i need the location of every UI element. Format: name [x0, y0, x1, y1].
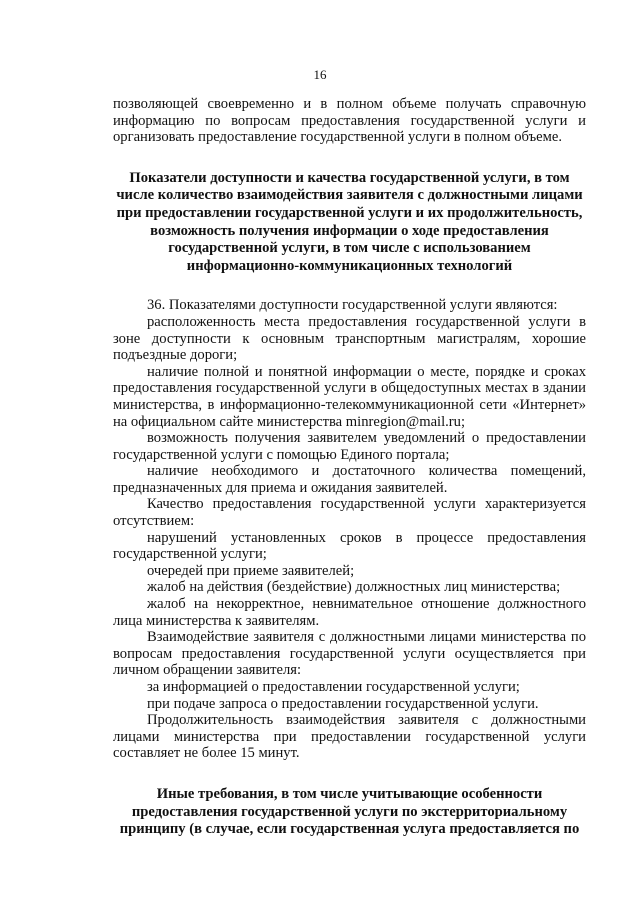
intro-paragraph: позволяющей своевременно и в полном объеме получать справочную информацию по вопросам предоставления государственной услуги и организовать предоставление государственной услуги в полном объеме.: [113, 96, 586, 146]
paragraph-complaints-attitude: жалоб на некорректное, невнимательное отношение должностного лица министерства к заявителям.: [113, 596, 586, 629]
paragraph-queues: очередей при приеме заявителей;: [147, 562, 355, 579]
paragraph-quality-intro: Качество предоставления государственной услуги характеризуется отсутствием:: [113, 496, 586, 530]
section-heading-accessibility: Показатели доступности и качества государственной услуги, в том числе количество взаимодействия заявителя с должностными лицами при предоставлении государственной услуги и их продолжительность, возможность получения информации о ходе предоставления государственной услуги, в том числе с использованием информационно-коммуникационных технологий: [116, 169, 583, 274]
paragraph-interaction: Взаимодействие заявителя с должностными лицами министерства по вопросам предоставления государственной услуги осуществляется при личном обращении заявителя:: [113, 629, 586, 679]
page-content: [113, 96, 586, 839]
page-number: 16: [313, 67, 327, 82]
paragraph-interaction-info: за информацией о предоставлении государственной услуги;: [147, 679, 520, 695]
paragraph-information: наличие полной и понятной информации о месте, порядке и сроках предоставления государственной услуги в общедоступных местах в здании министерства, в информационно-телекоммуникационной сети «Интернет» на официальном сайте министерства minregion@mail.ru;: [113, 363, 586, 430]
paragraph-deadlines: нарушений установленных сроков в процессе предоставления государственной услуги;: [113, 529, 586, 563]
paragraph-interaction-request: при подаче запроса о предоставлении государственной услуги.: [147, 695, 539, 712]
paragraph-notifications: возможность получения заявителем уведомлений о предоставлении государственной услуги с помощью Единого портала;: [113, 430, 586, 463]
paragraph-location: расположенность места предоставления государственной услуги в зоне доступности к основным транспортным магистралям, хорошие подъездные дороги;: [113, 313, 586, 364]
paragraph-complaints-actions: жалоб на действия (бездействие) должностных лиц министерства;: [147, 579, 561, 596]
paragraph-premises: наличие необходимого и достаточного количества помещений, предназначенных для приема и ожидания заявителей.: [113, 463, 586, 496]
paragraph-36-intro: 36. Показателями доступности государственной услуги являются:: [147, 297, 558, 314]
section-heading-other-requirements: Иные требования, в том числе учитывающие особенности предоставления государственной услуги по экстерриториальному принципу (в случае, если государственная услуга предоставляется по: [119, 785, 580, 838]
paragraph-duration: Продолжительность взаимодействия заявителя с должностными лицами министерства при предоставлении государственной услуги составляет не более 15 минут.: [113, 712, 586, 762]
